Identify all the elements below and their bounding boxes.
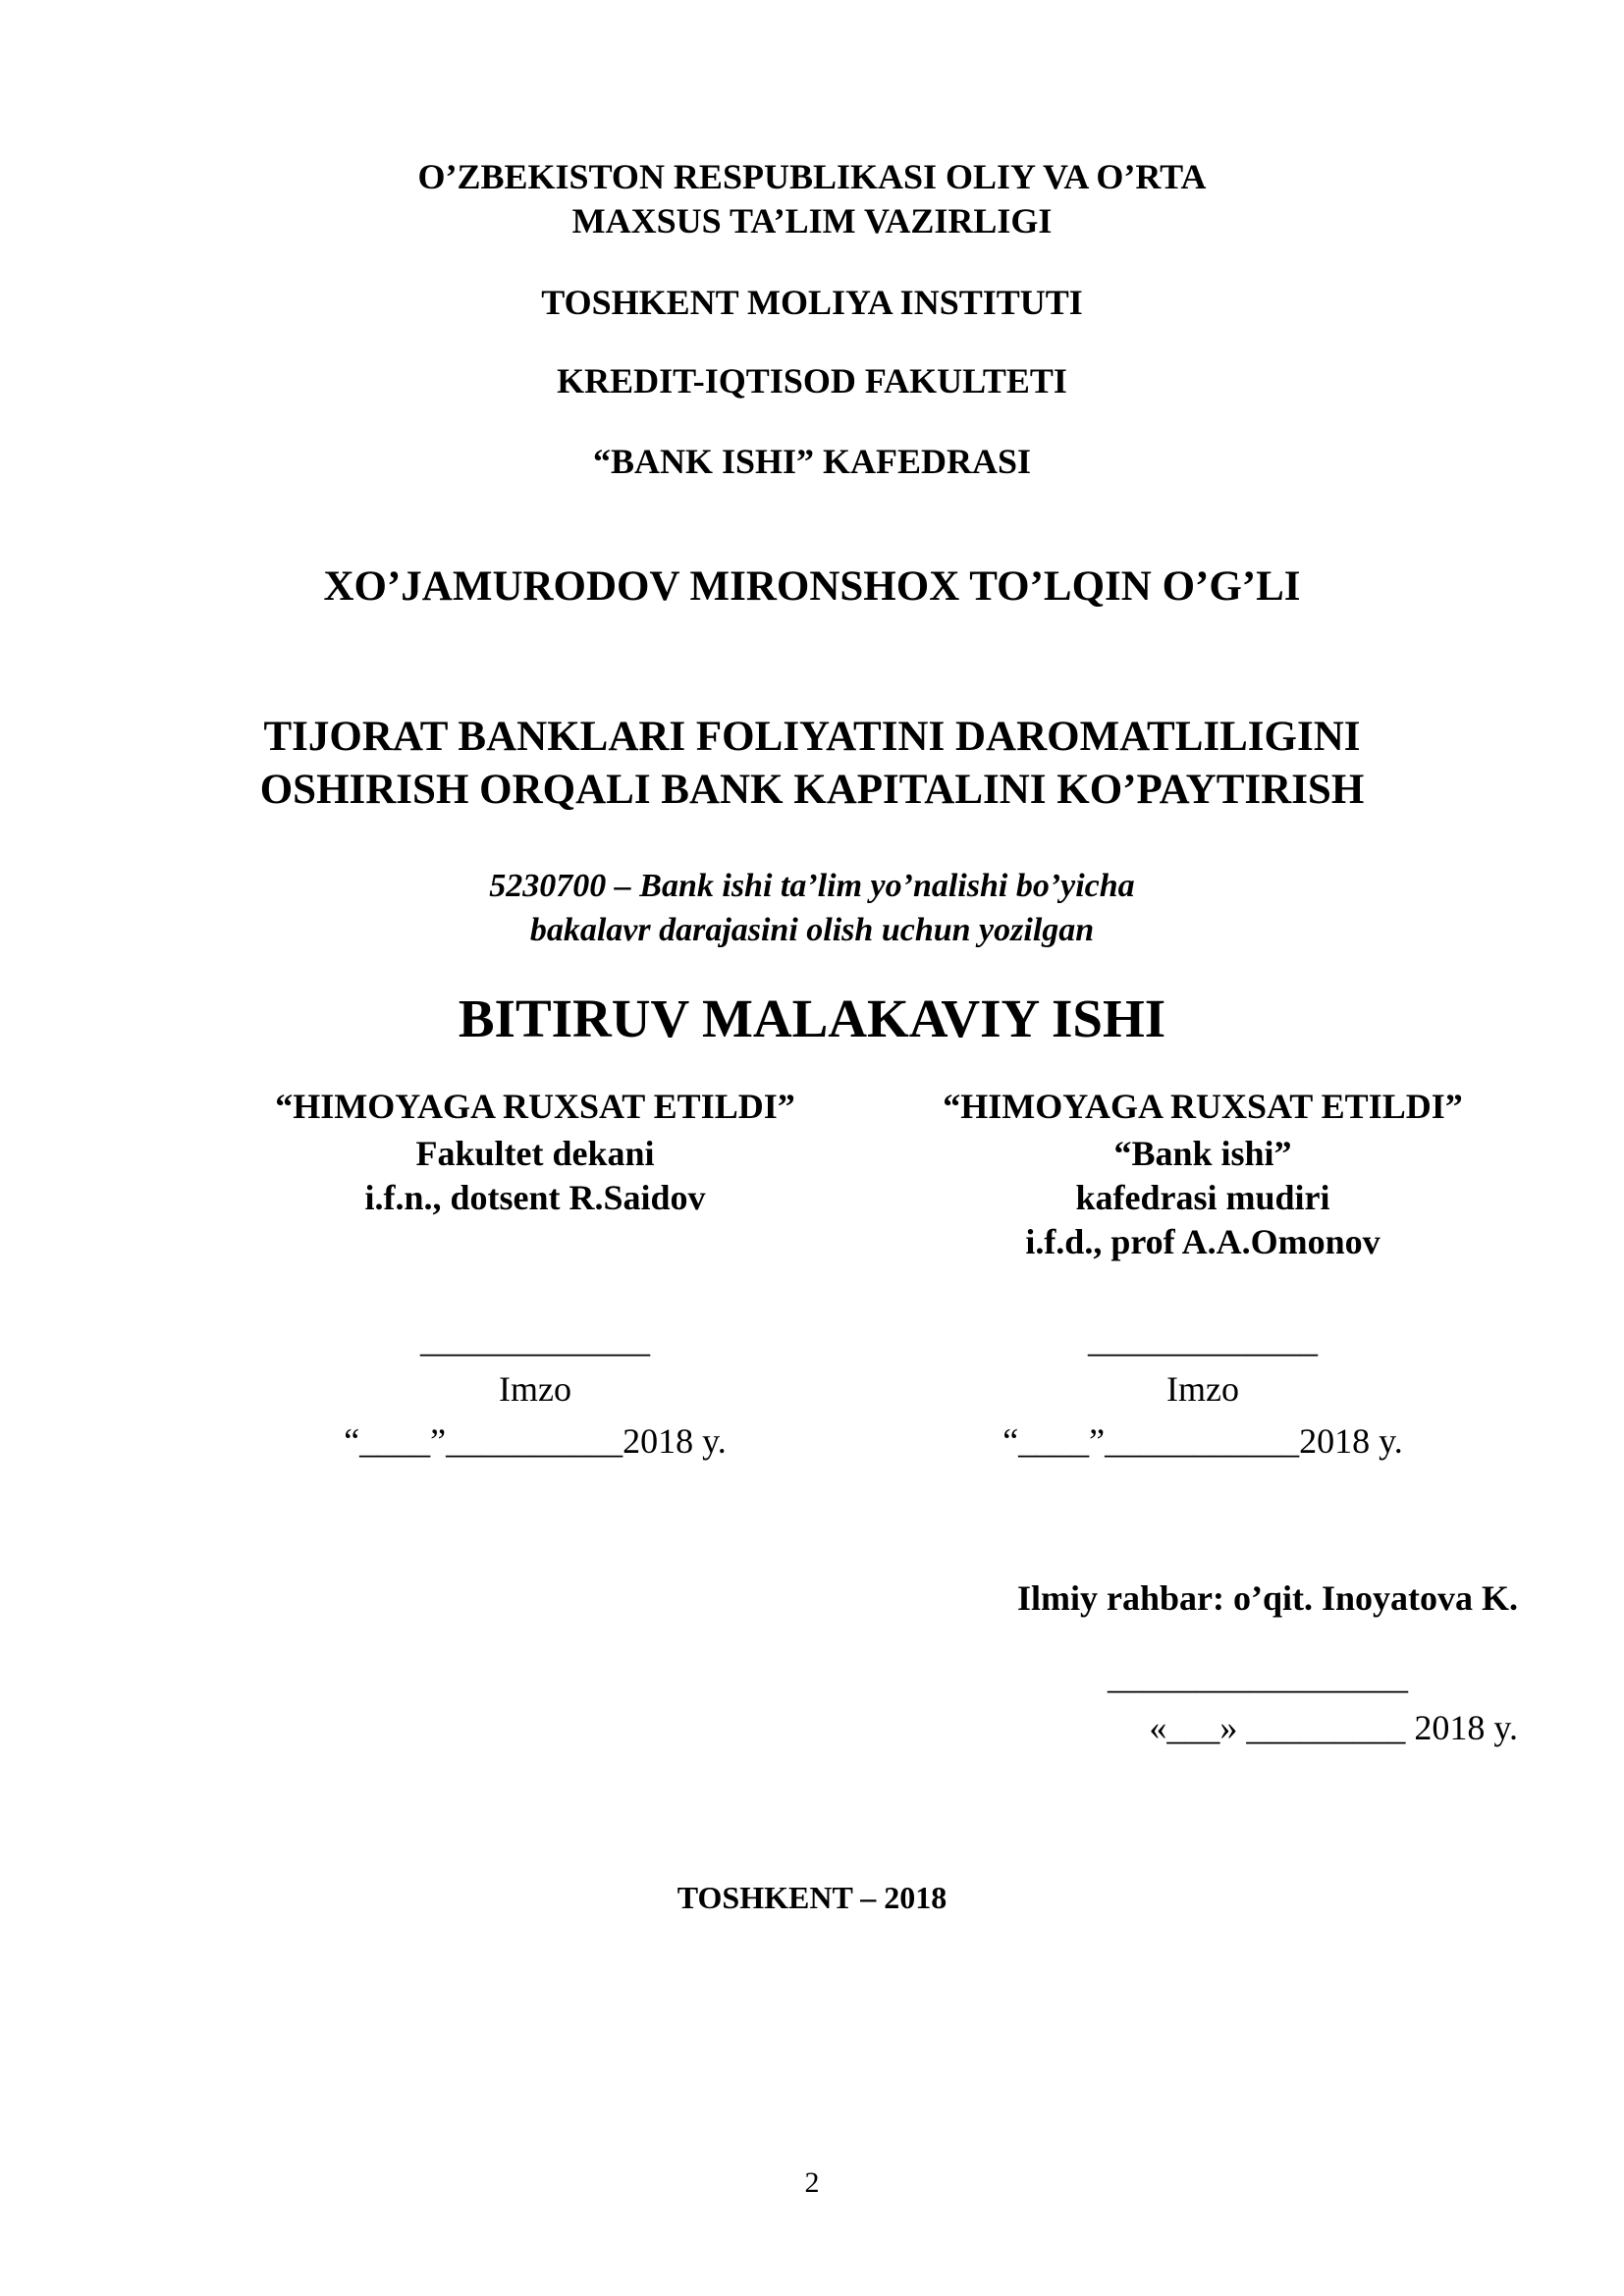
ministry-line-1: O’ZBEKISTON RESPUBLIKASI OLIY VA O’RTA — [417, 157, 1207, 196]
right-signature-label: Imzo — [1166, 1369, 1239, 1409]
degree-line-1: 5230700 – Bank ishi ta’lim yo’nalishi bo’yicha — [489, 868, 1135, 904]
right-role-line-1: “Bank ishi” — [1113, 1134, 1292, 1173]
right-date-line: “____”___________2018 y. — [1002, 1421, 1403, 1461]
right-signature-line: _____________ — [1088, 1320, 1318, 1360]
supervisor-date-line: «___» _________ 2018 y. — [1149, 1708, 1518, 1747]
institute-name: TOSHKENT MOLIYA INSTITUTI — [541, 283, 1083, 322]
supervisor-label: Ilmiy rahbar: o’qit. Inoyatova K. — [1016, 1578, 1518, 1618]
topic-line-2: OSHIRISH ORQALI BANK KAPITALINI KO’PAYTIRISH — [259, 767, 1365, 813]
city-year: TOSHKENT – 2018 — [677, 1880, 947, 1915]
supervisor-signature-line: _________________ — [1108, 1657, 1408, 1696]
left-signature-line: _____________ — [420, 1320, 650, 1360]
department-name: “BANK ISHI” KAFEDRASI — [592, 442, 1032, 481]
left-signature-label: Imzo — [499, 1369, 571, 1409]
left-approval-heading: “HIMOYAGA RUXSAT ETILDI” — [275, 1087, 795, 1126]
faculty-name: KREDIT-IQTISOD FAKULTETI — [557, 361, 1067, 400]
left-date-line: “____”__________2018 y. — [344, 1421, 727, 1461]
ministry-line-2: MAXSUS TA’LIM VAZIRLIGI — [571, 201, 1053, 240]
left-role-line-1: Fakultet dekani — [415, 1134, 655, 1173]
left-role-line-2: i.f.n., dotsent R.Saidov — [364, 1178, 706, 1217]
topic-line-1: TIJORAT BANKLARI FOLIYATINI DAROMATLILIGINI — [263, 714, 1361, 760]
right-role-line-2: kafedrasi mudiri — [1075, 1178, 1330, 1217]
right-approval-heading: “HIMOYAGA RUXSAT ETILDI” — [943, 1087, 1463, 1126]
right-role-line-3: i.f.d., prof A.A.Omonov — [1025, 1222, 1380, 1261]
page-number: 2 — [804, 2166, 820, 2199]
author-name: XO’JAMURODOV MIRONSHOX TO’LQIN O’G’LI — [323, 563, 1301, 610]
degree-line-2: bakalavr darajasini olish uchun yozilgan — [529, 912, 1095, 948]
work-type-title: BITIRUV MALAKAVIY ISHI — [458, 988, 1166, 1048]
